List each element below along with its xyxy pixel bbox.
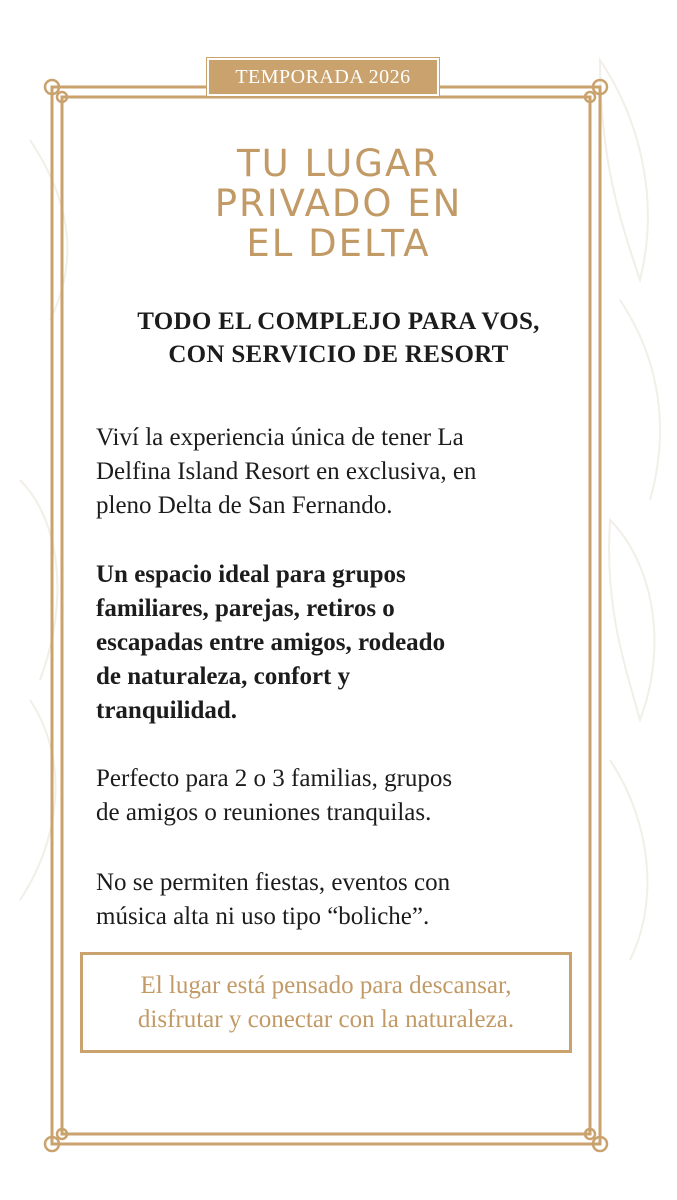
rules-paragraph: No se permiten fiestas, eventos con música alta ni uso tipo “boliche”. bbox=[96, 869, 451, 930]
season-badge: TEMPORADA 2026 bbox=[207, 58, 439, 96]
ideal-space-paragraph: Un espacio ideal para grupos familiares, parejas, retiros o escapadas entre amigos, rodeado de naturaleza, confort y tranquilidad. bbox=[96, 561, 446, 724]
page-subtitle: TODO EL COMPLEJO PARA VOS, CON SERVICIO DE RESORT bbox=[137, 308, 540, 368]
intro-paragraph: Viví la experiencia única de tener La Delfina Island Resort en exclusiva, en pleno Delta de San Fernando. bbox=[96, 424, 477, 519]
page-title: TU LUGAR PRIVADO EN EL DELTA bbox=[214, 142, 463, 265]
capacity-paragraph: Perfecto para 2 o 3 familias, grupos de amigos o reuniones tranquilas. bbox=[96, 765, 453, 826]
highlight-box: El lugar está pensado para descansar, disfrutar y conectar con la naturaleza. bbox=[80, 952, 572, 1053]
